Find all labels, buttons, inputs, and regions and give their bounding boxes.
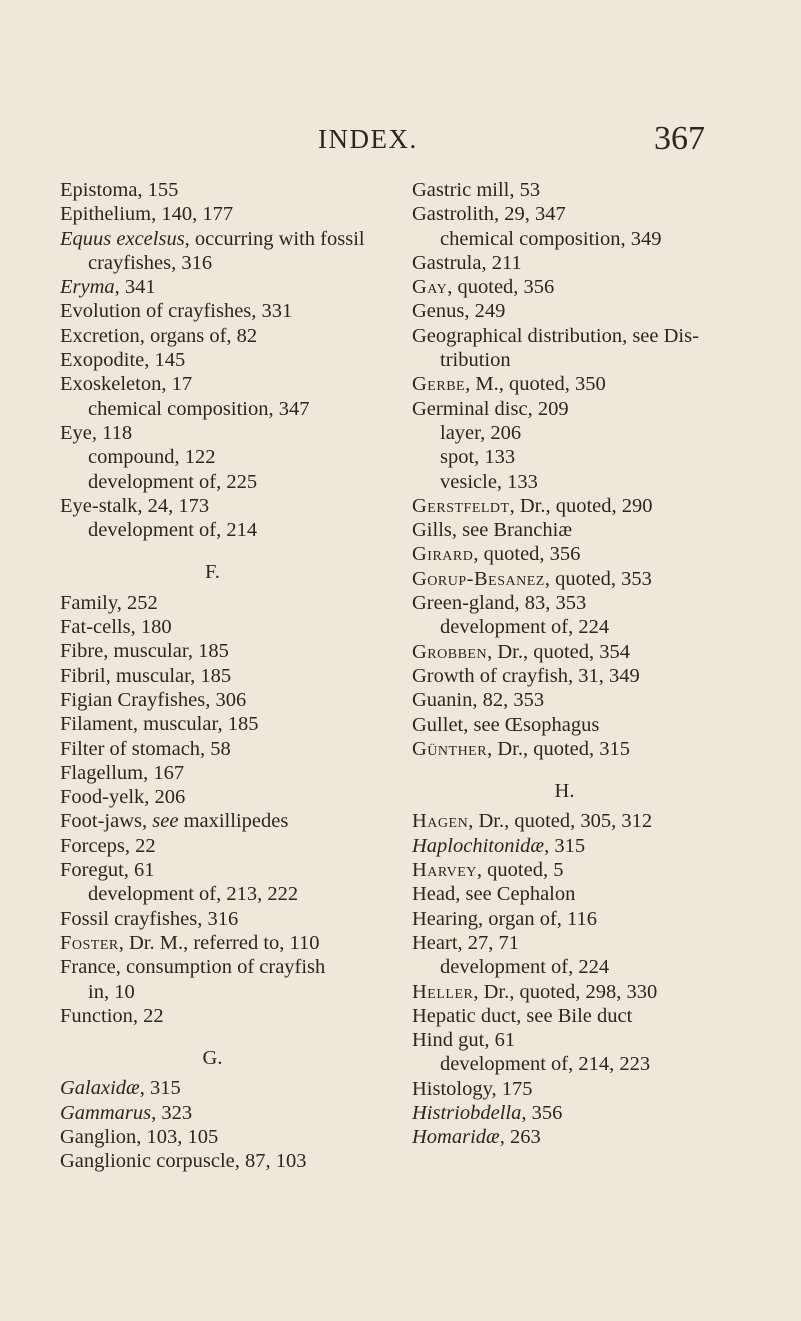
entry-text: Gullet, see Œsophagus <box>412 713 600 736</box>
index-entry <box>60 639 405 663</box>
entry-text: see <box>152 810 179 833</box>
index-entry <box>60 1125 405 1149</box>
entry-text: Epistoma, 155 <box>60 179 179 201</box>
entry-text: Flagellum, 167 <box>60 761 185 784</box>
entry-text: Function, 22 <box>60 1004 164 1027</box>
index-entry <box>412 275 757 299</box>
entry-text: F. <box>205 561 220 584</box>
entry-text: Head, see Cephalon <box>412 883 576 906</box>
entry-text: Guanin, 82, 353 <box>412 689 545 712</box>
index-entry <box>412 251 757 275</box>
entry-text: Haplochitonidæ <box>412 834 545 857</box>
index-entry <box>412 397 757 421</box>
entry-text: Galaxidæ <box>60 1077 140 1100</box>
page-title: INDEX. <box>318 124 418 154</box>
entry-text: Family, 252 <box>60 591 158 614</box>
entry-text: development of, 214, 223 <box>440 1053 651 1076</box>
entry-text: , quoted, 5 <box>476 859 564 882</box>
index-entry <box>412 1077 757 1101</box>
index-entry <box>60 518 405 542</box>
entry-text: Fibril, muscular, 185 <box>60 664 232 687</box>
entry-text: , quoted, 353 <box>544 567 652 590</box>
entry-text: vesicle, 133 <box>440 470 538 493</box>
index-entry <box>412 907 757 931</box>
entry-text: Gastrolith, 29, 347 <box>412 203 566 226</box>
index-entry <box>412 664 757 688</box>
running-head <box>0 120 801 164</box>
index-entry <box>412 713 757 737</box>
entry-text: Foregut, 61 <box>60 859 155 882</box>
entry-text: Hepatic duct, see Bile duct <box>412 1004 633 1027</box>
entry-text: spot, 133 <box>440 446 516 469</box>
index-entry <box>412 518 757 542</box>
entry-text: Günther <box>412 737 488 760</box>
index-entry <box>412 421 757 445</box>
entry-text: layer, 206 <box>440 421 522 444</box>
entry-text: Girard <box>412 543 474 566</box>
index-entry <box>412 470 757 494</box>
index-entry <box>412 372 757 396</box>
entry-text: , 356 <box>521 1101 563 1124</box>
entry-text: Green-gland, 83, 353 <box>412 592 587 615</box>
index-entry <box>412 542 757 566</box>
entry-text: Fossil crayfishes, 316 <box>60 907 239 930</box>
section-letter-heading <box>60 542 405 590</box>
entry-text: Heller <box>412 980 474 1003</box>
entry-text: Eye, 118 <box>60 421 133 444</box>
entry-text: maxillipedes <box>178 810 289 833</box>
section-letter-heading <box>412 761 757 809</box>
index-entry <box>412 494 757 518</box>
index-entry <box>412 615 757 639</box>
index-entry <box>412 202 757 226</box>
index-entry <box>412 1125 757 1149</box>
entry-text: Exopodite, 145 <box>60 349 186 372</box>
entry-text: chemical composition, 347 <box>88 397 310 420</box>
entry-text: , Dr., quoted, 290 <box>509 494 653 517</box>
entry-text: Hearing, organ of, 116 <box>412 907 598 930</box>
index-column-right <box>412 178 757 1150</box>
entry-text: Gastric mill, 53 <box>412 179 541 201</box>
index-entry <box>60 178 405 202</box>
entry-text: , Dr., quoted, 305, 312 <box>468 810 653 833</box>
index-entry <box>60 712 405 736</box>
index-entry <box>60 882 405 906</box>
entry-text: , 263 <box>499 1126 541 1149</box>
index-entry <box>60 664 405 688</box>
entry-text: Gerstfeldt <box>412 494 510 517</box>
index-entry <box>60 1004 405 1028</box>
index-entry <box>412 809 757 833</box>
entry-text: France, consumption of crayfish <box>60 956 326 979</box>
entry-text: G. <box>202 1047 223 1070</box>
entry-text: Homaridæ <box>412 1126 500 1149</box>
entry-text: , Dr., quoted, 298, 330 <box>473 980 658 1003</box>
entry-text: Eye-stalk, 24, 173 <box>60 494 210 517</box>
entry-text: Grobben <box>412 640 488 663</box>
index-entry <box>412 1004 757 1028</box>
entry-text: Excretion, organs of, 82 <box>60 324 258 347</box>
entry-text: , Dr. M., referred to, 110 <box>118 931 320 954</box>
index-entry <box>412 591 757 615</box>
index-entry <box>412 348 757 372</box>
index-entry <box>412 567 757 591</box>
entry-text: , Dr., quoted, 354 <box>487 640 631 663</box>
index-entry <box>60 348 405 372</box>
entry-text: Harvey <box>412 859 477 882</box>
entry-text: Food-yelk, 206 <box>60 786 186 809</box>
entry-text: Fibre, muscular, 185 <box>60 640 229 663</box>
index-entry <box>412 737 757 761</box>
entry-text: , 323 <box>151 1101 193 1124</box>
index-entry <box>60 227 405 251</box>
entry-text: Evolution of crayfishes, 331 <box>60 300 293 323</box>
entry-text: Germinal disc, 209 <box>412 397 569 420</box>
index-entry <box>60 202 405 226</box>
entry-text: Epithelium, 140, 177 <box>60 203 234 226</box>
index-entry <box>412 640 757 664</box>
entry-text: Gay <box>412 276 448 299</box>
entry-text: Filament, muscular, 185 <box>60 713 259 736</box>
entry-text: Ganglion, 103, 105 <box>60 1125 219 1148</box>
entry-text: , 315 <box>544 834 586 857</box>
entry-text: Figian Crayfishes, 306 <box>60 688 247 711</box>
entry-text: Gerbe <box>412 373 466 396</box>
entry-text: in, 10 <box>88 980 135 1003</box>
entry-text: development of, 225 <box>88 470 258 493</box>
index-entry <box>412 178 757 202</box>
entry-text: Filter of stomach, 58 <box>60 737 231 760</box>
index-entry <box>60 1076 405 1100</box>
index-entry <box>60 858 405 882</box>
entry-text: , quoted, 356 <box>447 276 555 299</box>
entry-text: , quoted, 356 <box>473 543 581 566</box>
index-entry <box>60 955 405 979</box>
index-entry <box>412 955 757 979</box>
entry-text: , 315 <box>139 1077 181 1100</box>
index-entry <box>60 421 405 445</box>
index-entry <box>412 882 757 906</box>
index-entry <box>60 324 405 348</box>
entry-text: Hagen <box>412 810 469 833</box>
index-entry <box>60 688 405 712</box>
entry-text: Histology, 175 <box>412 1077 533 1100</box>
entry-text: Hind gut, 61 <box>412 1029 516 1052</box>
index-entry <box>412 445 757 469</box>
entry-text: development of, 214 <box>88 519 258 542</box>
index-entry <box>60 809 405 833</box>
index-entry <box>60 251 405 275</box>
index-entry <box>412 834 757 858</box>
entry-text: Foot-jaws, <box>60 810 153 833</box>
entry-text: , M., quoted, 350 <box>465 373 606 396</box>
entry-text: , 341 <box>114 276 156 299</box>
index-entry <box>60 980 405 1004</box>
index-entry <box>412 227 757 251</box>
index-entry <box>60 445 405 469</box>
entry-text: Geographical distribution, see Dis- <box>412 324 699 347</box>
index-entry <box>60 275 405 299</box>
entry-text: chemical composition, 349 <box>440 227 662 250</box>
index-entry <box>60 591 405 615</box>
index-entry <box>60 397 405 421</box>
entry-text: Gorup-Besanez <box>412 567 545 590</box>
index-entry <box>60 372 405 396</box>
entry-text: development of, 213, 222 <box>88 883 299 906</box>
index-entry <box>60 1149 405 1173</box>
entry-text: Foster <box>60 931 119 954</box>
index-entry <box>412 1052 757 1076</box>
index-entry <box>60 1101 405 1125</box>
index-entry <box>60 299 405 323</box>
entry-text: Fat-cells, 180 <box>60 616 172 639</box>
index-entry <box>412 299 757 323</box>
page-number: 367 <box>654 120 705 157</box>
entry-text: crayfishes, 316 <box>88 251 213 274</box>
index-entry <box>412 1028 757 1052</box>
index-entry <box>60 785 405 809</box>
index-entry <box>60 470 405 494</box>
entry-text: H. <box>554 780 575 803</box>
index-entry <box>60 737 405 761</box>
entry-text: Growth of crayfish, 31, 349 <box>412 664 640 687</box>
index-entry <box>60 494 405 518</box>
entry-text: development of, 224 <box>440 616 610 639</box>
index-entry <box>412 980 757 1004</box>
section-letter-heading <box>60 1028 405 1076</box>
entry-text: Gammarus <box>60 1101 152 1124</box>
index-column-left <box>60 178 405 1174</box>
entry-text: Eryma <box>60 276 115 299</box>
index-entry <box>412 1101 757 1125</box>
entry-text: development of, 224 <box>440 956 610 979</box>
entry-text: Forceps, 22 <box>60 834 156 857</box>
index-entry <box>60 615 405 639</box>
index-entry <box>412 931 757 955</box>
entry-text: Ganglionic corpuscle, 87, 103 <box>60 1150 307 1173</box>
index-entry <box>412 858 757 882</box>
index-entry <box>412 324 757 348</box>
entry-text: compound, 122 <box>88 446 216 469</box>
index-entry <box>60 761 405 785</box>
index-entry <box>412 688 757 712</box>
entry-text: Heart, 27, 71 <box>412 931 520 954</box>
index-entry <box>60 834 405 858</box>
entry-text: , occurring with fossil <box>184 227 365 250</box>
entry-text: Gills, see Branchiæ <box>412 519 572 542</box>
entry-text: Genus, 249 <box>412 300 506 323</box>
entry-text: Exoskeleton, 17 <box>60 373 193 396</box>
index-entry <box>60 907 405 931</box>
entry-text: , Dr., quoted, 315 <box>487 737 630 760</box>
entry-text: Gastrula, 211 <box>412 251 522 274</box>
entry-text: Equus excelsus <box>60 227 185 250</box>
entry-text: tribution <box>440 349 511 372</box>
entry-text: Histriobdella <box>412 1101 522 1124</box>
index-entry <box>60 931 405 955</box>
